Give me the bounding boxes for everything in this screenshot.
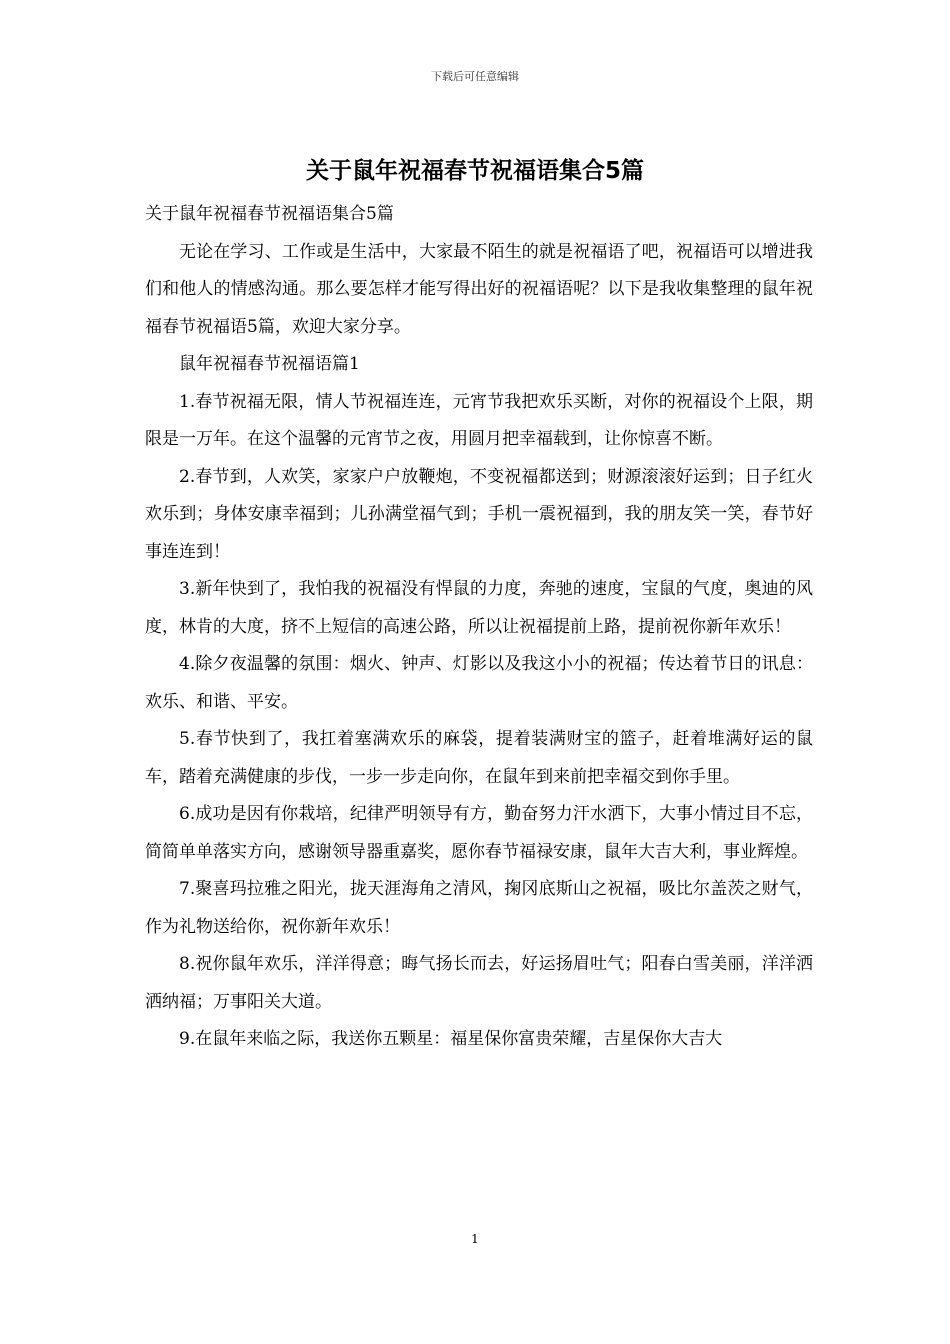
page-number: 1 (471, 1232, 479, 1246)
intro-paragraph: 无论在学习、工作或是生活中，大家最不陌生的就是祝福语了吧，祝福语可以增进我们和他人的情感沟通。那么要怎样才能写得出好的祝福语呢？以下是我收集整理的鼠年祝福春节祝福语5篇，欢迎大家分享。 (145, 241, 813, 337)
list-item: 8.祝你鼠年欢乐，洋洋得意；晦气扬长而去，好运扬眉吐气；阳春白雪美丽，洋洋洒洒纳福；万事阳关大道。 (145, 954, 813, 1012)
list-item: 5.春节快到了，我扛着塞满欢乐的麻袋，提着装满财宝的篮子，赶着堆满好运的鼠车，踏着充满健康的步伐，一步一步走向你，在鼠年到来前把幸福交到你手里。 (145, 729, 813, 787)
section-heading: 鼠年祝福春节祝福语篇1 (179, 354, 360, 374)
document-title: 关于鼠年祝福春节祝福语集合5篇 (305, 158, 644, 184)
list-item: 3.新年快到了，我怕我的祝福没有悍鼠的力度，奔驰的速度，宝鼠的气度，奥迪的风度，林肯的大度，挤不上短信的高速公路，所以让祝福提前上路，提前祝你新年欢乐！ (145, 579, 813, 637)
header-note: 下载后可任意编辑 (431, 70, 519, 83)
list-item: 1.春节祝福无限，情人节祝福连连，元宵节我把欢乐买断，对你的祝福设个上限，期限是一万年。在这个温馨的元宵节之夜，用圆月把幸福载到，让你惊喜不断。 (145, 391, 813, 449)
list-item: 6.成功是因有你栽培，纪律严明领导有方，勤奋努力汗水洒下，大事小情过目不忘，简简单单落实方向，感谢领导器重嘉奖，愿你春节福禄安康，鼠年大吉大利，事业辉煌。 (145, 804, 813, 862)
list-item: 2.春节到，人欢笑，家家户户放鞭炮，不变祝福都送到；财源滚滚好运到；日子红火欢乐到；身体安康幸福到；儿孙满堂福气到；手机一震祝福到，我的朋友笑一笑，春节好事连连到！ (145, 466, 813, 562)
list-item: 4.除夕夜温馨的氛围：烟火、钟声、灯影以及我这小小的祝福；传达着节日的讯息：欢乐、和谐、平安。 (145, 654, 813, 712)
document-body (145, 196, 813, 1059)
list-item: 7.聚喜玛拉雅之阳光，拢天涯海角之清风，掬冈底斯山之祝福，吸比尔盖茨之财气，作为礼物送给你，祝你新年欢乐！ (145, 879, 813, 937)
list-item: 9.在鼠年来临之际，我送你五颗星：福星保你富贵荣耀，吉星保你大吉大 (179, 1029, 723, 1049)
document-subtitle: 关于鼠年祝福春节祝福语集合5篇 (145, 204, 394, 224)
